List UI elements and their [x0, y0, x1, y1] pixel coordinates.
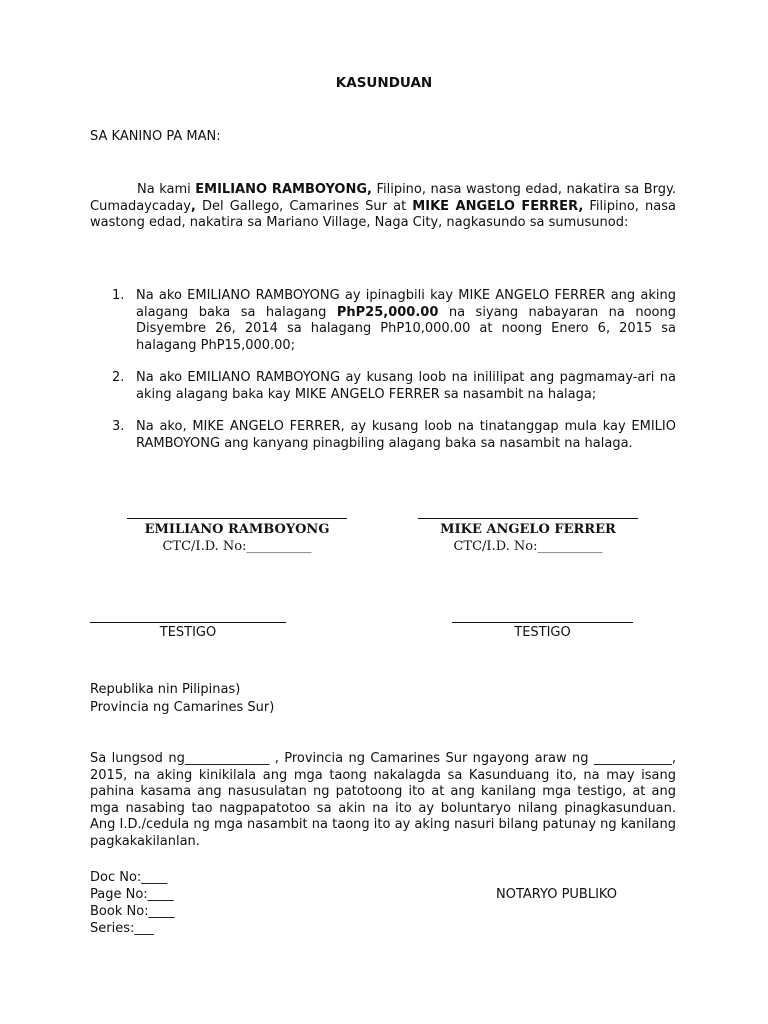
- document-title: KASUNDUAN: [335, 75, 433, 91]
- list-item: [106, 370, 676, 403]
- intro-comma: ,: [190, 198, 196, 214]
- signatory-name: MIKE ANGELO FERRER: [440, 522, 616, 537]
- list-number: 1.: [112, 288, 125, 303]
- list-text: na siyang nabayaran na noong Disyembre 26, 2014 sa halagang PhP10,000.00 at noong Enero 6, 2015 sa halagang PhP15,000.00;: [136, 304, 676, 353]
- party2-name: MIKE ANGELO FERRER,: [412, 198, 584, 214]
- terms-list: [106, 288, 676, 468]
- list-number: 3.: [112, 419, 125, 434]
- list-text: Na ako EMILIANO RAMBOYONG ay ipinagbili kay MIKE ANGELO FERRER ang aking alagang baka sa halagang: [136, 288, 676, 320]
- signature-line: [418, 510, 638, 519]
- list-number: 2.: [112, 370, 125, 385]
- acknowledgment-paragraph: Sa lungsod ng_____________ , Provincia ng Camarines Sur ngayong araw ng ____________, 2015, na aking kinikilala ang mga taong nakalagda sa Kasunduang ito, na may isang pahina kasama ang nasusulatan ng patotoong ito at ang kanilang mga testigo, at ang mga nasabing tao nagpapatotoo sa akin na ito ay boluntaryo nilang pinagkasunduan. Ang I.D./cedula ng mga nasambit na taong ito ay aking nasuri bilang patunay ng kanilang pagkakakilanlan.: [90, 751, 676, 849]
- witness-label: TESTIGO: [159, 625, 217, 640]
- list-text: Na ako, MIKE ANGELO FERRER, ay kusang loob na tinatanggap mula kay EMILIO RAMBOYONG ang kanyang pinagbiling alagang baka sa nasambit na halaga.: [136, 419, 676, 451]
- signatory-id: CTC/I.D. No:__________: [162, 538, 312, 554]
- list-item: [106, 288, 676, 354]
- signatory-name: EMILIANO RAMBOYONG: [144, 522, 330, 537]
- signature-block-party1: [127, 510, 347, 555]
- venue-line-2: Provincia ng Camarines Sur): [90, 700, 275, 715]
- series-number: Series:___: [90, 921, 154, 936]
- venue-line-1: Republika nin Pilipinas): [90, 682, 241, 697]
- list-text: Na ako EMILIANO RAMBOYONG ay kusang loob na inililipat ang pagmamay-ari na aking alagang baka kay MIKE ANGELO FERRER sa nasambit na halaga;: [136, 370, 676, 402]
- witness-block-1: [90, 613, 286, 642]
- intro-text: Filipino, nasa wastong edad, nakatira sa Brgy. Cumadaycaday: [90, 182, 677, 214]
- doc-number: Doc No:____: [90, 870, 168, 885]
- signature-block-party2: [418, 510, 638, 555]
- notary-public-label: NOTARYO PUBLIKO: [496, 887, 617, 902]
- signature-line: [452, 613, 633, 623]
- signature-line: [127, 510, 347, 519]
- salutation: SA KANINO PA MAN:: [90, 129, 221, 144]
- intro-paragraph: [90, 182, 676, 232]
- signature-line: [90, 613, 286, 623]
- witness-block-2: [452, 613, 633, 642]
- intro-text: Na kami: [137, 182, 196, 197]
- total-amount: PhP25,000.00: [336, 304, 439, 320]
- list-item: [106, 419, 676, 452]
- book-number: Book No:____: [90, 904, 175, 919]
- intro-text: Del Gallego, Camarines Sur at: [195, 198, 413, 214]
- intro-text: Filipino, nasa wastong edad, nakatira sa Mariano Village, Naga City, nagkasundo sa sumusunod:: [90, 198, 676, 230]
- witness-label: TESTIGO: [514, 625, 571, 640]
- party1-name: EMILIANO RAMBOYONG,: [195, 182, 372, 197]
- signatory-id: CTC/I.D. No:__________: [453, 538, 603, 554]
- page-number: Page No:____: [90, 887, 174, 902]
